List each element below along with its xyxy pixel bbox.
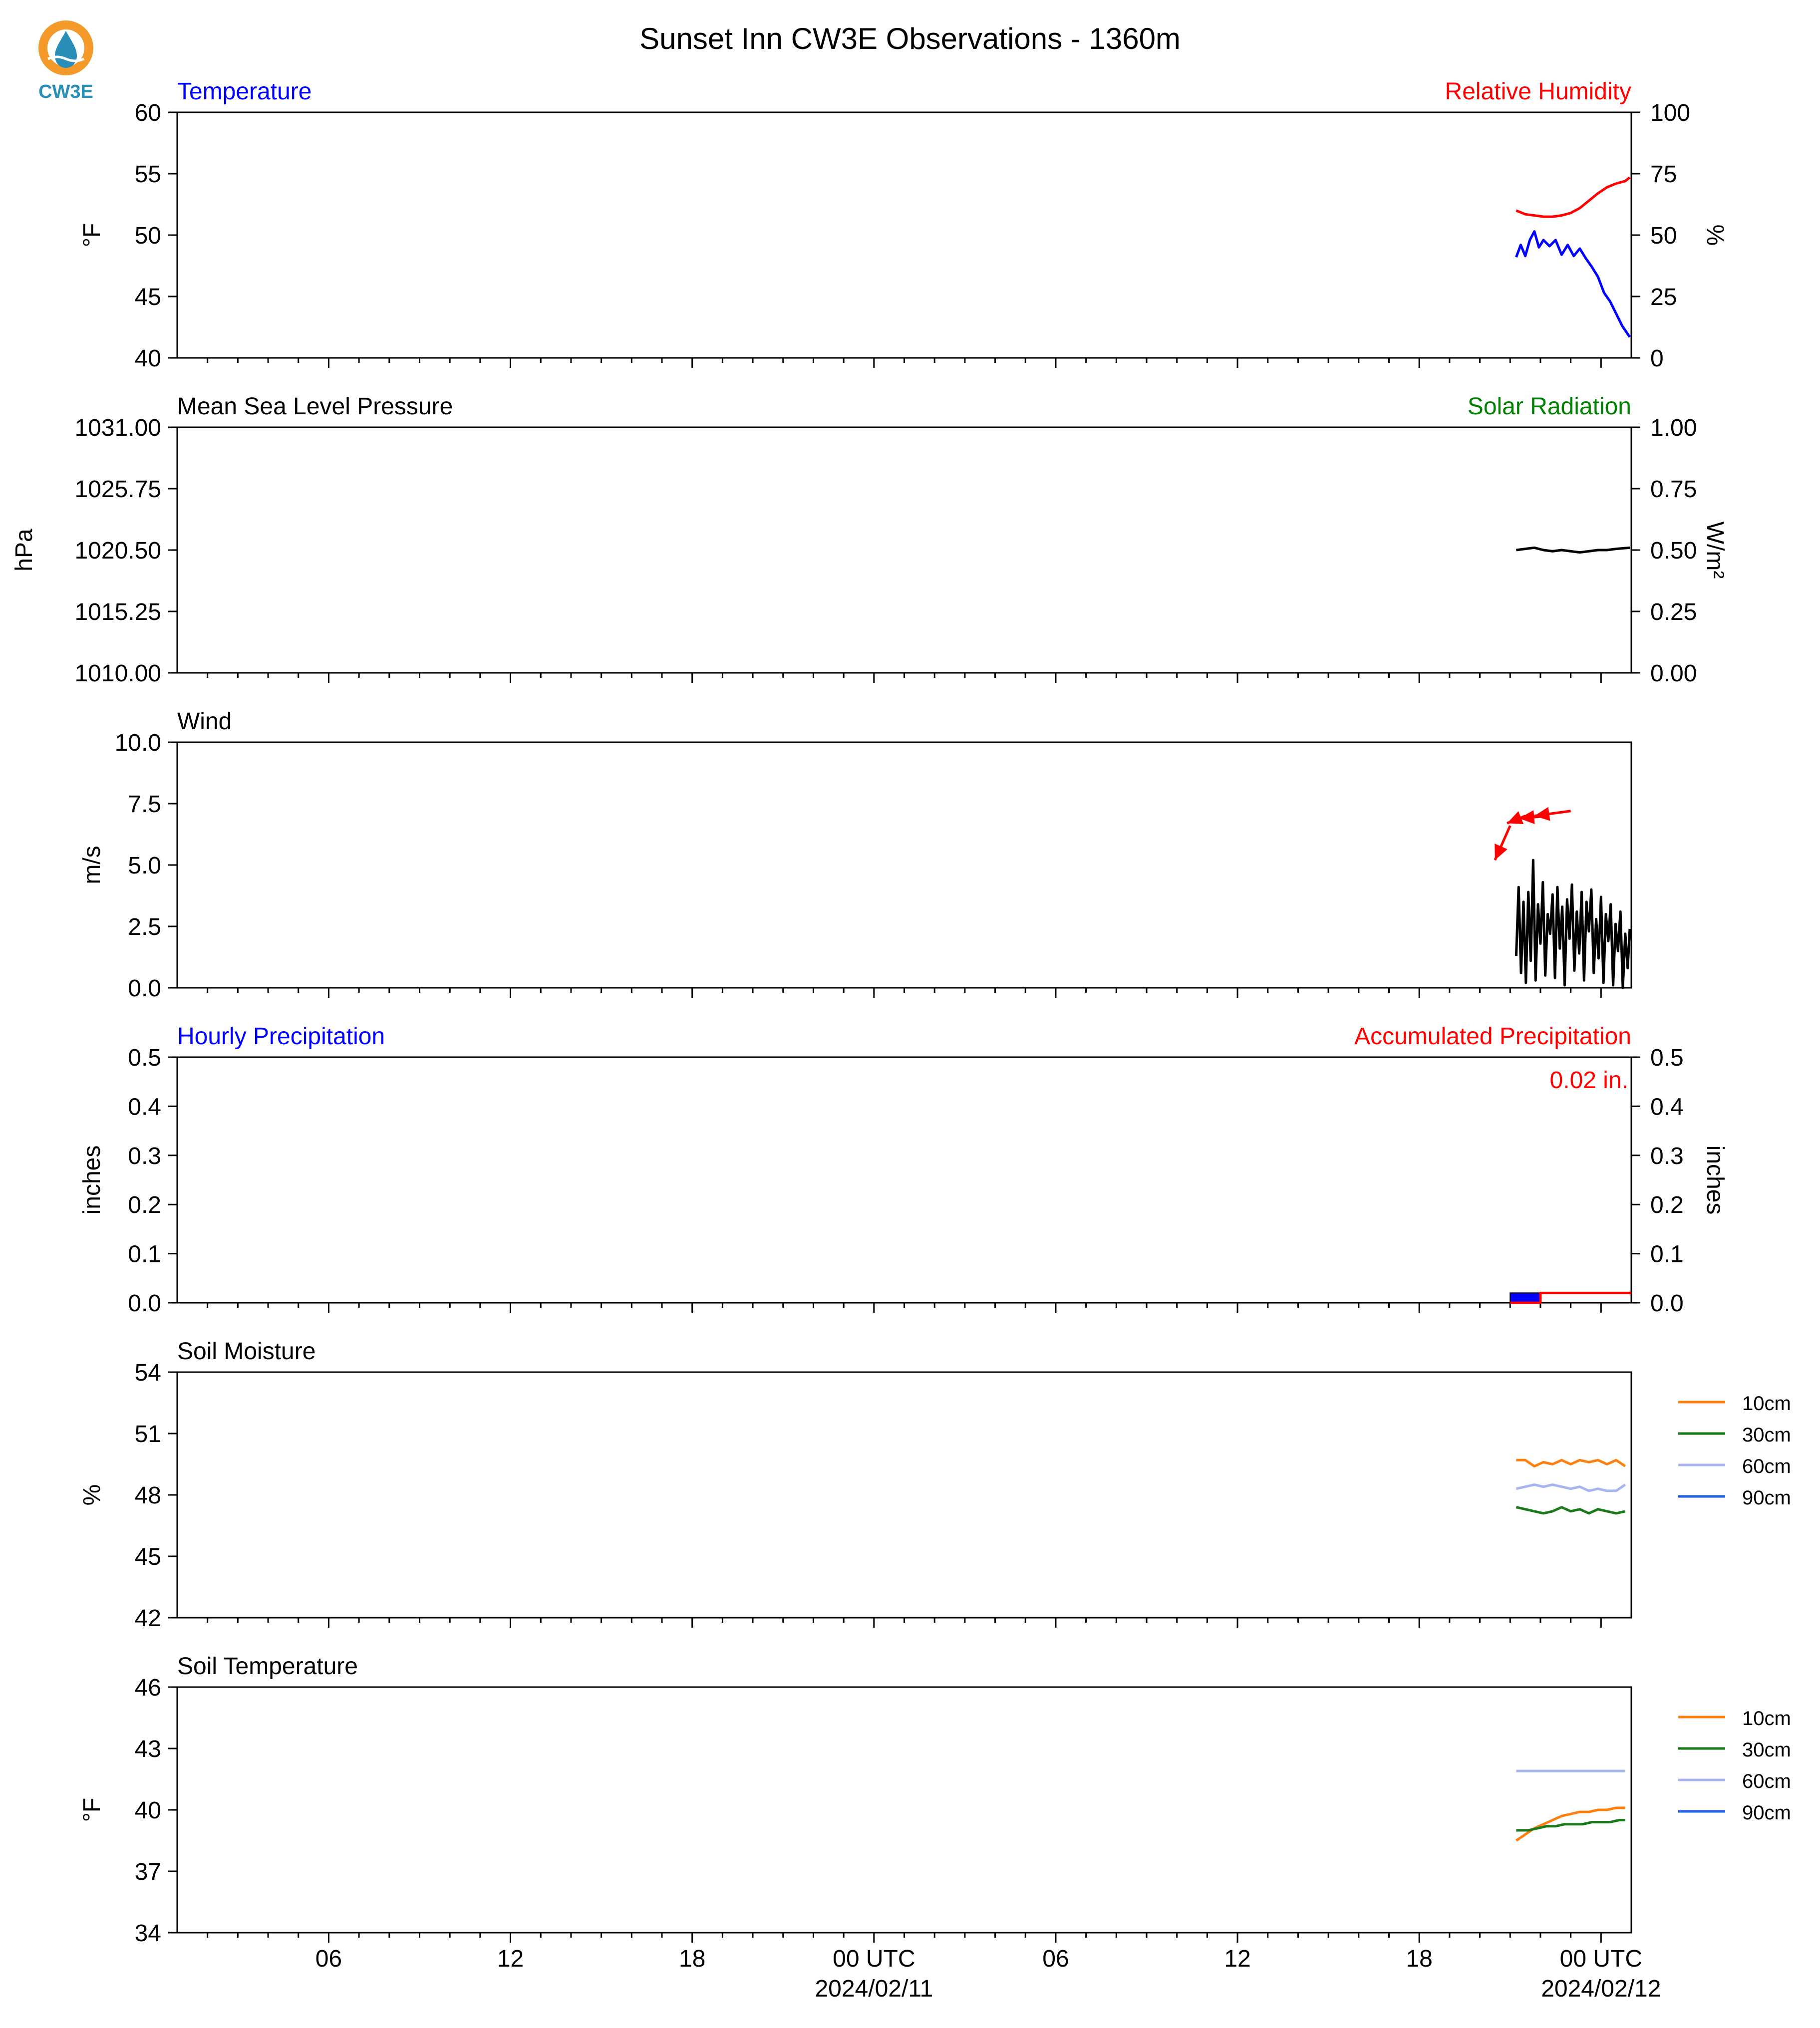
y-tick-label: 42 xyxy=(134,1605,161,1632)
precipitation-left-title: Hourly Precipitation xyxy=(177,1023,385,1050)
y-tick-label: 45 xyxy=(134,284,161,310)
wind-left-title: Wind xyxy=(177,708,232,735)
y-tick-label: 0.5 xyxy=(128,1045,161,1071)
pressure-solar-left-title: Mean Sea Level Pressure xyxy=(177,393,453,420)
y-tick-label: 40 xyxy=(134,1797,161,1824)
temperature-humidity-left-title: Temperature xyxy=(177,78,312,105)
hourly-precip-bar xyxy=(1510,1293,1540,1303)
y-tick-label-right: 100 xyxy=(1650,100,1691,126)
y-tick-label-right: 50 xyxy=(1650,223,1677,249)
soil-moisture-left-title: Soil Moisture xyxy=(177,1338,316,1365)
y-tick-label: 60 xyxy=(134,100,161,126)
precipitation-ylabel-right: inches xyxy=(1702,1145,1728,1215)
x-tick-label: 06 xyxy=(1042,1946,1069,1972)
x-tick-label: 18 xyxy=(678,1946,706,1972)
pressure-solar-right-title: Solar Radiation xyxy=(1467,393,1631,420)
y-tick-label-right: 0.1 xyxy=(1650,1241,1684,1268)
y-tick-label-right: 25 xyxy=(1650,284,1677,310)
y-tick-label-right: 0.3 xyxy=(1650,1143,1684,1169)
soil-moisture-ylabel: % xyxy=(79,1484,105,1506)
pressure-solar-ylabel-right: W/m² xyxy=(1702,521,1728,579)
cw3e-logo xyxy=(38,25,93,102)
x-tick-label: 00 UTC xyxy=(833,1946,915,1972)
temperature-humidity-right-title: Relative Humidity xyxy=(1445,78,1631,105)
legend-label: 30cm xyxy=(1742,1424,1791,1446)
y-tick-label: 1010.00 xyxy=(74,660,161,687)
y-tick-label: 2.5 xyxy=(128,914,161,940)
x-tick-label: 06 xyxy=(315,1946,342,1972)
x-tick-label: 12 xyxy=(1224,1946,1251,1972)
y-tick-label: 54 xyxy=(134,1360,161,1386)
y-tick-label: 45 xyxy=(134,1544,161,1570)
y-tick-label-right: 0.0 xyxy=(1650,1290,1684,1317)
y-tick-label: 1031.00 xyxy=(74,415,161,441)
precipitation-ylabel: inches xyxy=(79,1145,105,1215)
y-tick-label: 5.0 xyxy=(128,853,161,879)
x-tick-label: 12 xyxy=(497,1946,524,1972)
y-tick-label: 1025.75 xyxy=(74,476,161,503)
y-tick-label-right: 0.2 xyxy=(1650,1192,1684,1219)
wind-ylabel: m/s xyxy=(79,846,105,884)
y-tick-label: 0.4 xyxy=(128,1094,161,1121)
y-tick-label: 0.2 xyxy=(128,1192,161,1219)
y-tick-label-right: 0.50 xyxy=(1650,538,1697,564)
y-tick-label: 43 xyxy=(134,1736,161,1762)
temperature-humidity-ylabel-right: % xyxy=(1702,224,1728,246)
accumulated-total: 0.02 in. xyxy=(1549,1067,1628,1094)
legend-label: 60cm xyxy=(1742,1455,1791,1477)
y-tick-label: 1020.50 xyxy=(74,538,161,564)
x-tick-label: 18 xyxy=(1406,1946,1433,1972)
y-tick-label: 0.3 xyxy=(128,1143,161,1169)
y-tick-label: 34 xyxy=(134,1920,161,1947)
logo-text: CW3E xyxy=(38,81,93,102)
y-tick-label: 7.5 xyxy=(128,791,161,818)
y-tick-label: 37 xyxy=(134,1859,161,1885)
legend-label: 10cm xyxy=(1742,1393,1791,1415)
y-tick-label-right: 0.75 xyxy=(1650,476,1697,503)
soil-temperature-left-title: Soil Temperature xyxy=(177,1653,358,1680)
y-tick-label: 0.0 xyxy=(128,1290,161,1317)
y-tick-label: 50 xyxy=(134,223,161,249)
y-tick-label-right: 0.5 xyxy=(1650,1045,1684,1071)
figure-title: Sunset Inn CW3E Observations - 1360m xyxy=(639,22,1181,55)
y-tick-label: 40 xyxy=(134,345,161,372)
legend-label: 60cm xyxy=(1742,1770,1791,1792)
y-tick-label-right: 0.4 xyxy=(1650,1094,1684,1121)
y-tick-label: 48 xyxy=(134,1482,161,1509)
legend-label: 30cm xyxy=(1742,1739,1791,1761)
y-tick-label: 0.1 xyxy=(128,1241,161,1268)
precipitation-right-title: Accumulated Precipitation xyxy=(1354,1023,1631,1050)
y-tick-label: 10.0 xyxy=(114,730,161,756)
y-tick-label-right: 0.25 xyxy=(1650,599,1697,625)
pressure-solar-ylabel: hPa xyxy=(11,529,37,572)
x-date-label: 2024/02/11 xyxy=(815,1976,933,2002)
y-tick-label-right: 1.00 xyxy=(1650,415,1697,441)
x-date-label: 2024/02/12 xyxy=(1541,1976,1661,2002)
y-tick-label-right: 0.00 xyxy=(1650,660,1697,687)
soil-temperature-ylabel: °F xyxy=(79,1797,105,1822)
y-tick-label: 46 xyxy=(134,1675,161,1701)
legend-label: 90cm xyxy=(1742,1802,1791,1824)
y-tick-label: 0.0 xyxy=(128,975,161,1002)
temperature-humidity-ylabel: °F xyxy=(79,223,105,248)
x-tick-label: 00 UTC xyxy=(1559,1946,1642,1972)
y-tick-label: 1015.25 xyxy=(74,599,161,625)
y-tick-label-right: 75 xyxy=(1650,161,1677,188)
y-tick-label: 55 xyxy=(134,161,161,188)
legend-label: 10cm xyxy=(1742,1708,1791,1730)
legend-label: 90cm xyxy=(1742,1487,1791,1509)
y-tick-label: 51 xyxy=(134,1421,161,1448)
y-tick-label-right: 0 xyxy=(1650,345,1664,372)
